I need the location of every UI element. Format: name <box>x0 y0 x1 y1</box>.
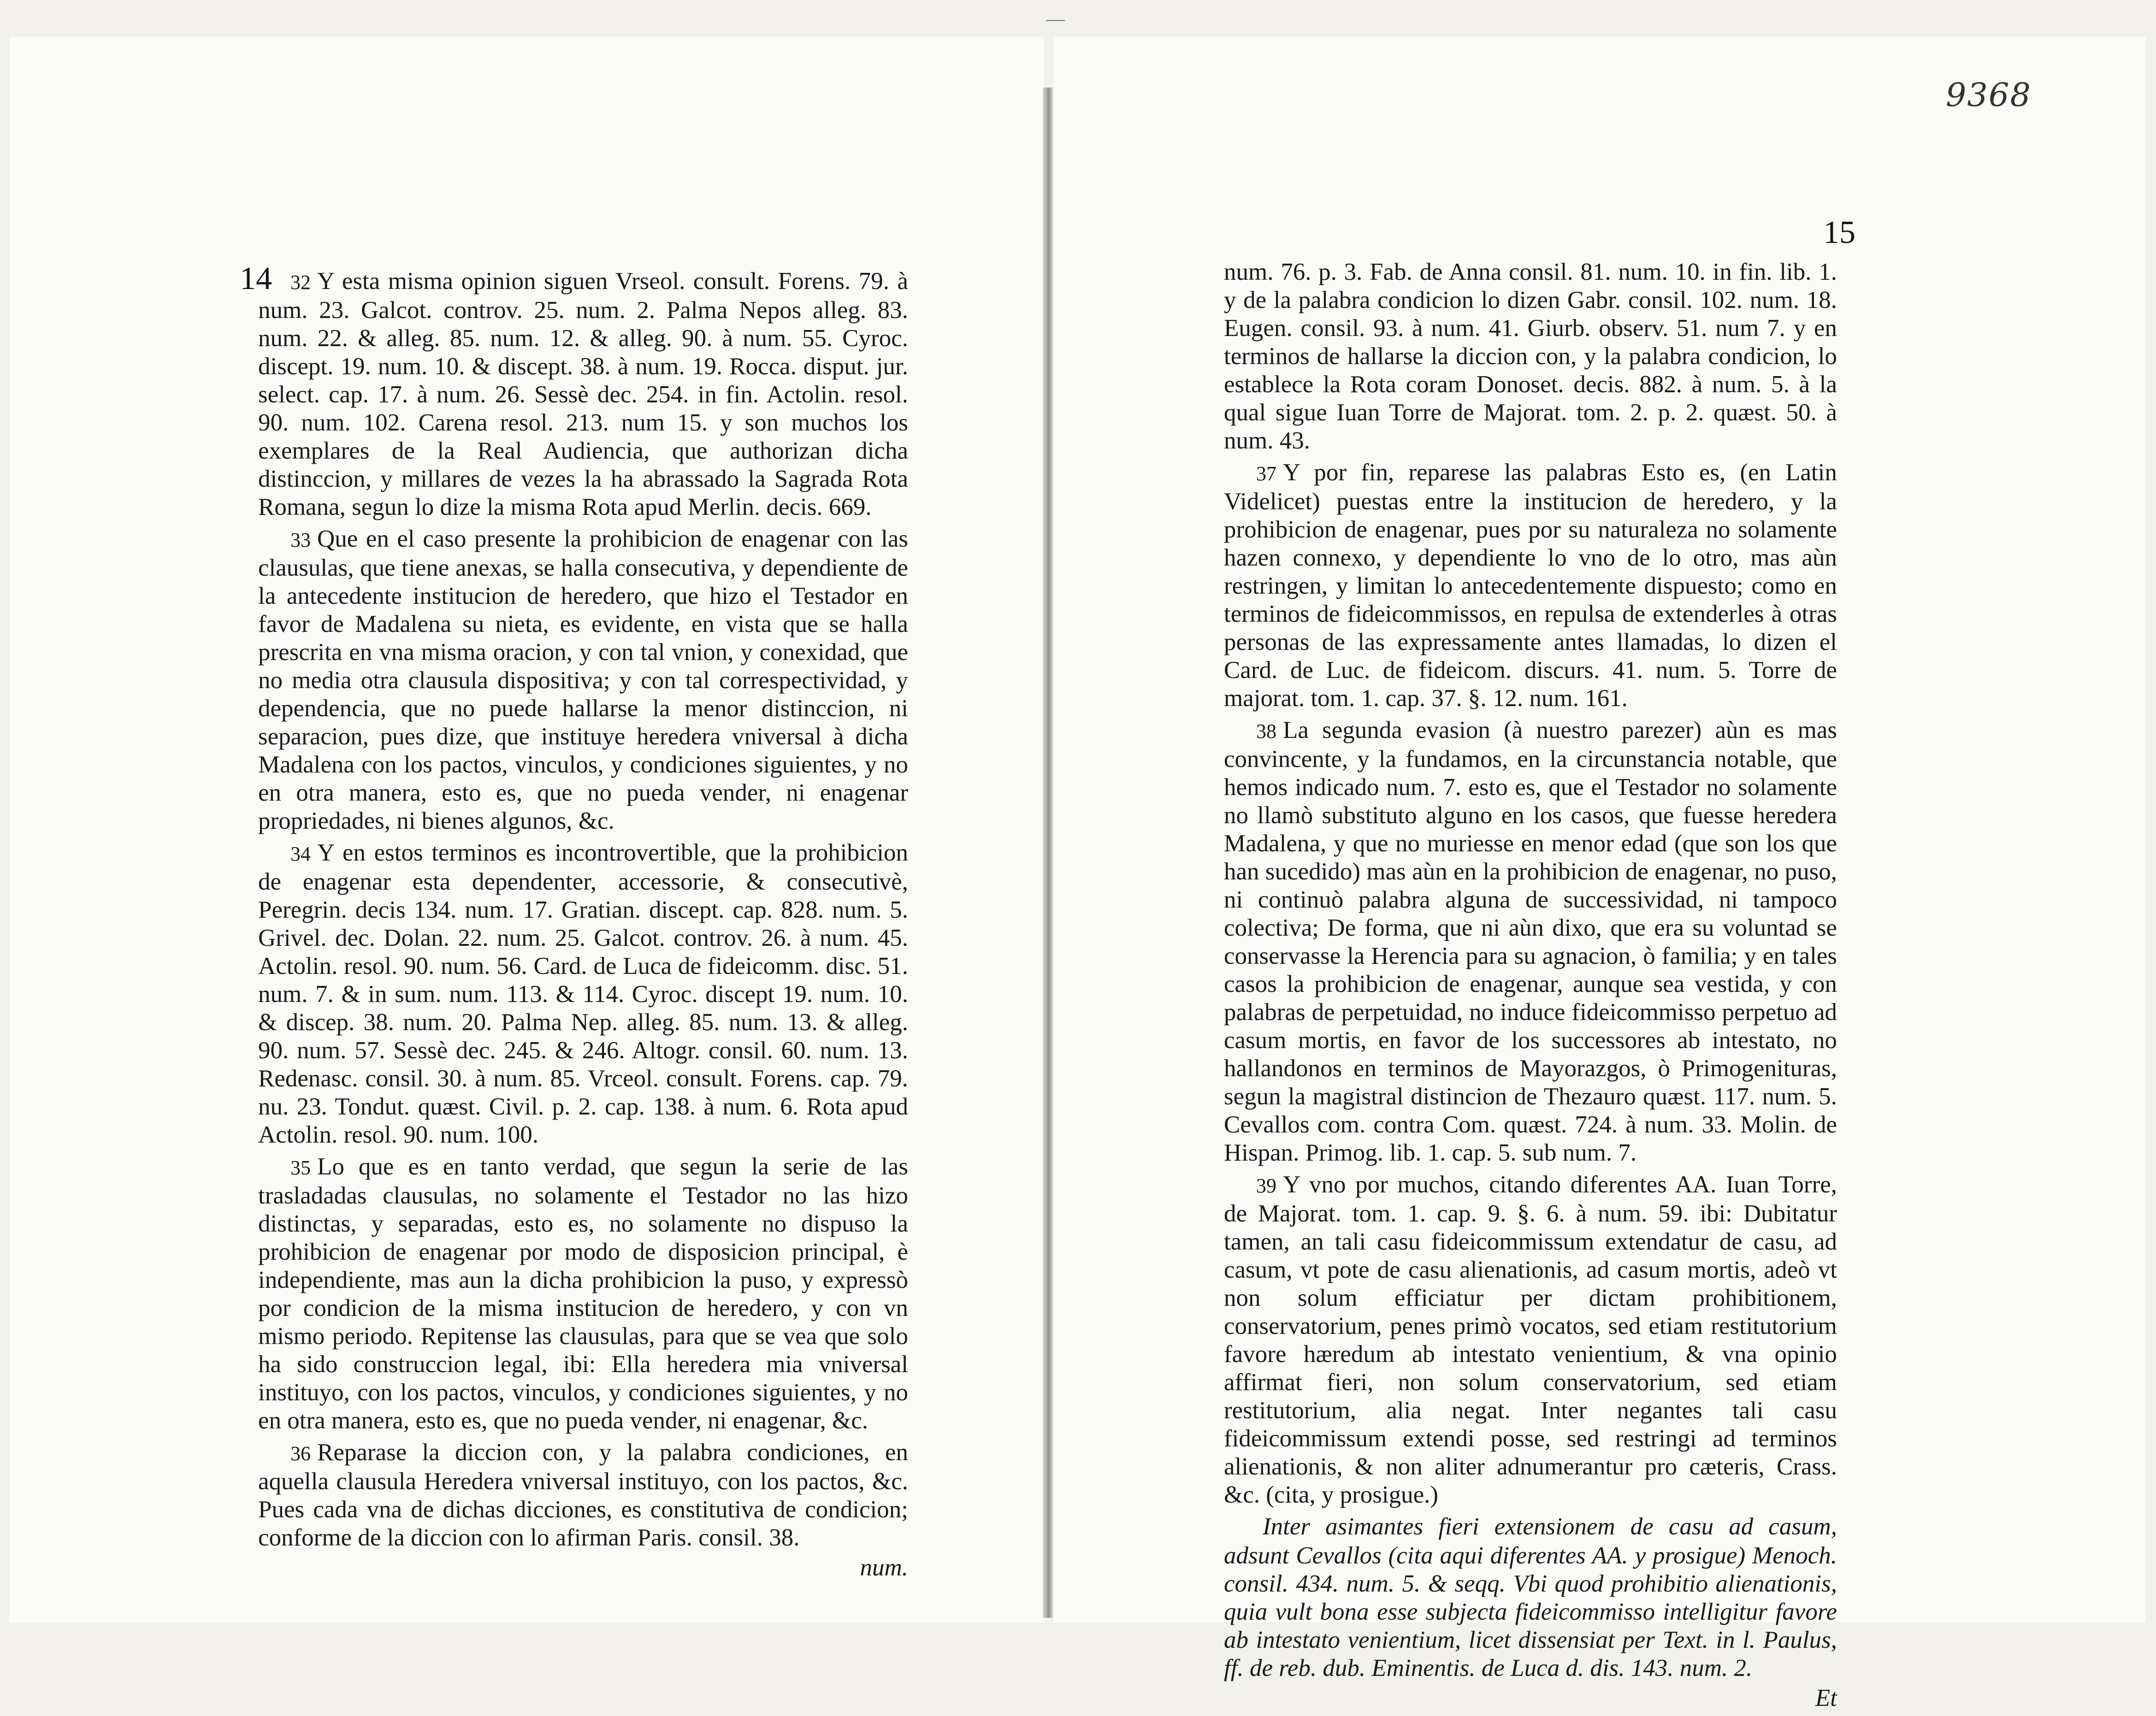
paragraph-39 <box>1224 1171 1837 1509</box>
folio-number: 9368 <box>1945 76 2032 114</box>
paragraph-number: 38 <box>1256 720 1276 743</box>
book-gutter <box>1043 88 1053 1618</box>
paragraph-33 <box>258 525 908 835</box>
paragraph-38 <box>1224 716 1837 1167</box>
right-page-text <box>1224 258 1837 1716</box>
right-page-number: 15 <box>1823 215 1855 250</box>
paragraph-36 <box>258 1439 908 1552</box>
paragraph-number: 33 <box>290 529 311 551</box>
paragraph-text: Y por fin, reparese las palabras Esto es, (en Latin Videlicet) puestas entre la institucion de heredero, y la prohibicion de enagenar, pues por su naturaleza no solamente hazen connexo, y dependiente lo vno de lo otro, mas aùn restringen, y limitan lo antecedentemente dispuesto; como en terminos de fideicommissos, en repulsa de extenderles à otras personas de las expressamente antes llamadas, lo dizen el Card. de Luc. de fideicom. discurs. 41. num. 5. Torre de majorat. tom. 1. cap. 37. §. 12. num. 161. <box>1224 459 1837 712</box>
paragraph-number: 34 <box>290 843 311 865</box>
paragraph-number: 36 <box>290 1442 311 1465</box>
catchword: Et <box>1815 1685 1837 1711</box>
paragraph-35 <box>258 1153 908 1435</box>
paragraph-text: Que en el caso presente la prohibicion de enagenar con las clausulas, que tiene anexas, se halla consecutiva, y dependiente de la antecedente institucion de heredero, que hizo el Testador en favor de Madalena su nieta, es evidente, en vista que se halla prescrita en vna misma oracion, y con tal vnion, y conexidad, que no media otra clausula dispositiva; y con tal correspectividad, y dependencia, que no puede hallarse la menor distinccion, ni separacion, pues dize, que instituye heredera vniversal à dicha Madalena con los pactos, vinculos, y condiciones siguientes, y no en otra manera, esto es, que no pueda vender, ni enagenar propriedades, ni bienes algunos, &c. <box>258 525 908 834</box>
paragraph-number: 32 <box>290 271 311 294</box>
paragraph-34 <box>258 839 908 1149</box>
top-mark: — <box>1046 8 1065 29</box>
paragraph-text: Y esta misma opinion siguen Vrsеol. consult. Forens. 79. à num. 23. Galcot. controv. 25. num. 2. Palma Nepos alleg. 83. num. 22. & alleg. 85. num. 12. & alleg. 90. à num. 55. Cyroc. discept. 19. num. 10. & discept. 38. à num. 19. Rocca. disput. jur. select. cap. 17. à num. 26. Sessè dec. 254. in fin. Actolin. resol. 90. num. 102. Carena resol. 213. num 15. y son muchos los exemplares de la Real Audiencia, que authorizan dicha distinccion, y millares de vezes la ha abrassado la Sagrada Rota Romana, segun lo dize la misma Rota apud Merlin. decis. 669. <box>258 268 908 520</box>
continued-paragraph: num. 76. p. 3. Fab. de Anna consil. 81. num. 10. in fin. lib. 1. y de la palabra condicion lo dizen Gabr. consil. 102. num. 18. Eugen. consil. 93. à num. 41. Giurb. observ. 51. num 7. y en terminos de hallarse la diccion con, y la palabra condicion, lo establece la Rota coram Donoset. decis. 882. à num. 5. à la qual sigue Iuan Torre de Majorat. tom. 2. p. 2. quæst. 50. à num. 43. <box>1224 259 1837 454</box>
paragraph-text: Reparase la diccion con, y la palabra condiciones, en aquella clausula Heredera vniversal instituyo, con los pactos, &c. Pues cada vna de dichas dicciones, es constitutiva de condicion; conforme de la diccion con lo afirman Paris. consil. 38. <box>258 1439 908 1551</box>
paragraph-number: 39 <box>1256 1174 1276 1197</box>
paragraph-text: Lo que es en tanto verdad, que segun la serie de las trasladadas clausulas, no solamente el Testador no las hizo distinctas, y separadas, esto es, no solamente no dispuso la prohibicion de enagenar por modo de disposicion principal, è independiente, mas aun la dicha prohibicion la puso, y expressò por condicion de la misma institucion de heredero, y con vn mismo periodo. Repitense las clausulas, para que se vea que solo ha sido construccion legal, ibi: Ella heredera mia vniversal instituyo, con los pactos, vinculos, y condiciones siguientes, y no en otra manera, esto es, que no pueda vender, ni enagenar, &c. <box>258 1153 908 1434</box>
paragraph-text: La segunda evasion (à nuestro parezer) aùn es mas convincente, y la fundamos, en la circunstancia notable, que hemos indicado num. 7. esto es, que el Testador no solamente no llamò substituto alguno en los casos, que fuesse heredera Madalena, y que no muriesse en menor edad (que son los que han sucedido) mas aùn en la prohibicion de enagenar, no puso, ni continuò palabra alguna de successividad, ni tampoco colectiva; De forma, que ni aùn dixo, que era su voluntad se conservasse la Herencia para su agnacion, ò familia; y en tales casos la prohibicion de enagenar, aunque sea vestida, y con palabras de perpetuidad, no induce fideicommisso perpetuo ad casum mortis, en favor de los successores ab intestato, no hallandonos en terminos de Mayorazgos, ò Primogenituras, segun la magistral distincion de Thezauro quæst. 117. num. 5. Cevallos com. contra Com. quæst. 724. à num. 33. Molin. de Hispan. Primog. lib. 1. cap. 5. sub num. 7. <box>1224 717 1837 1166</box>
paragraph-text: Y en estos terminos es incontrovertible, que la prohibicion de enagenar esta dependenter, accessorie, & consecutivè, Peregrin. decis 134. num. 17. Gratian. discept. cap. 828. num. 5. Grivel. dec. Dolan. 22. num. 25. Galcot. controv. 26. à num. 45. Actolin. resol. 90. num. 56. Card. de Luca de fideicomm. disc. 51. num. 7. & in sum. num. 113. & 114. Cyroc. discept 19. num. 10. & discep. 38. num. 20. Palma Nep. alleg. 85. num. 13. & alleg. 90. num. 57. Sessè dec. 245. & 246. Altogr. consil. 60. num. 13. Redenasc. consil. 30. à num. 85. Vrceol. consult. Forens. cap. 79. nu. 23. Tondut. quæst. Civil. p. 2. cap. 138. à num. 6. Rota apud Actolin. resol. 90. num. 100. <box>258 839 908 1148</box>
paragraph-32 <box>258 267 908 521</box>
paragraph-text: Inter asimantes fieri extensionem de casu ad casum, adsunt Cevallos (cita aqui diferentes AA. y prosigue) Menoch. consil. 434. num. 5. & seqq. Vbi quod prohibitio alienationis, quia vult bona esse subjecta fideicommisso intelligitur favore ab intestato venientium, licet dissensiat per Text. in l. Paulus, ff. de reb. dub. Eminentis. de Luca d. dis. 143. num. 2. <box>1224 1513 1837 1681</box>
paragraph-number: 35 <box>290 1156 311 1179</box>
paragraph-37 <box>1224 459 1837 713</box>
paragraph-number: 37 <box>1256 462 1276 485</box>
left-page-number: 14 <box>240 261 272 296</box>
catchword: num. <box>860 1554 908 1581</box>
paragraph-39-cont <box>1224 1513 1837 1682</box>
left-page-text <box>258 267 908 1586</box>
paragraph-text: Y vno por muchos, citando diferentes AA. Iuan Torre, de Majorat. tom. 1. cap. 9. §. 6. à num. 59. ibi: Dubitatur tamen, an tali casu fideicommissum extendatur de casu, ad casum, vt pote de casu alienationis, ad casum mortis, adeò vt non solum efficiatur per dictam prohibitionem, conservatorium, penes primò vocatos, sed etiam restitutorium favore hæredum ab intestato venientium, & vna opinio affirmat fieri, non solum conservatorium, sed etiam restitutorium, alia negat. Inter negantes tali casu fideicommissum extendi posse, sed restringi ad terminos alienationis, & non aliter adnumerantur pro cæteris, Crass. &c. (cita, y prosigue.) <box>1224 1171 1837 1508</box>
